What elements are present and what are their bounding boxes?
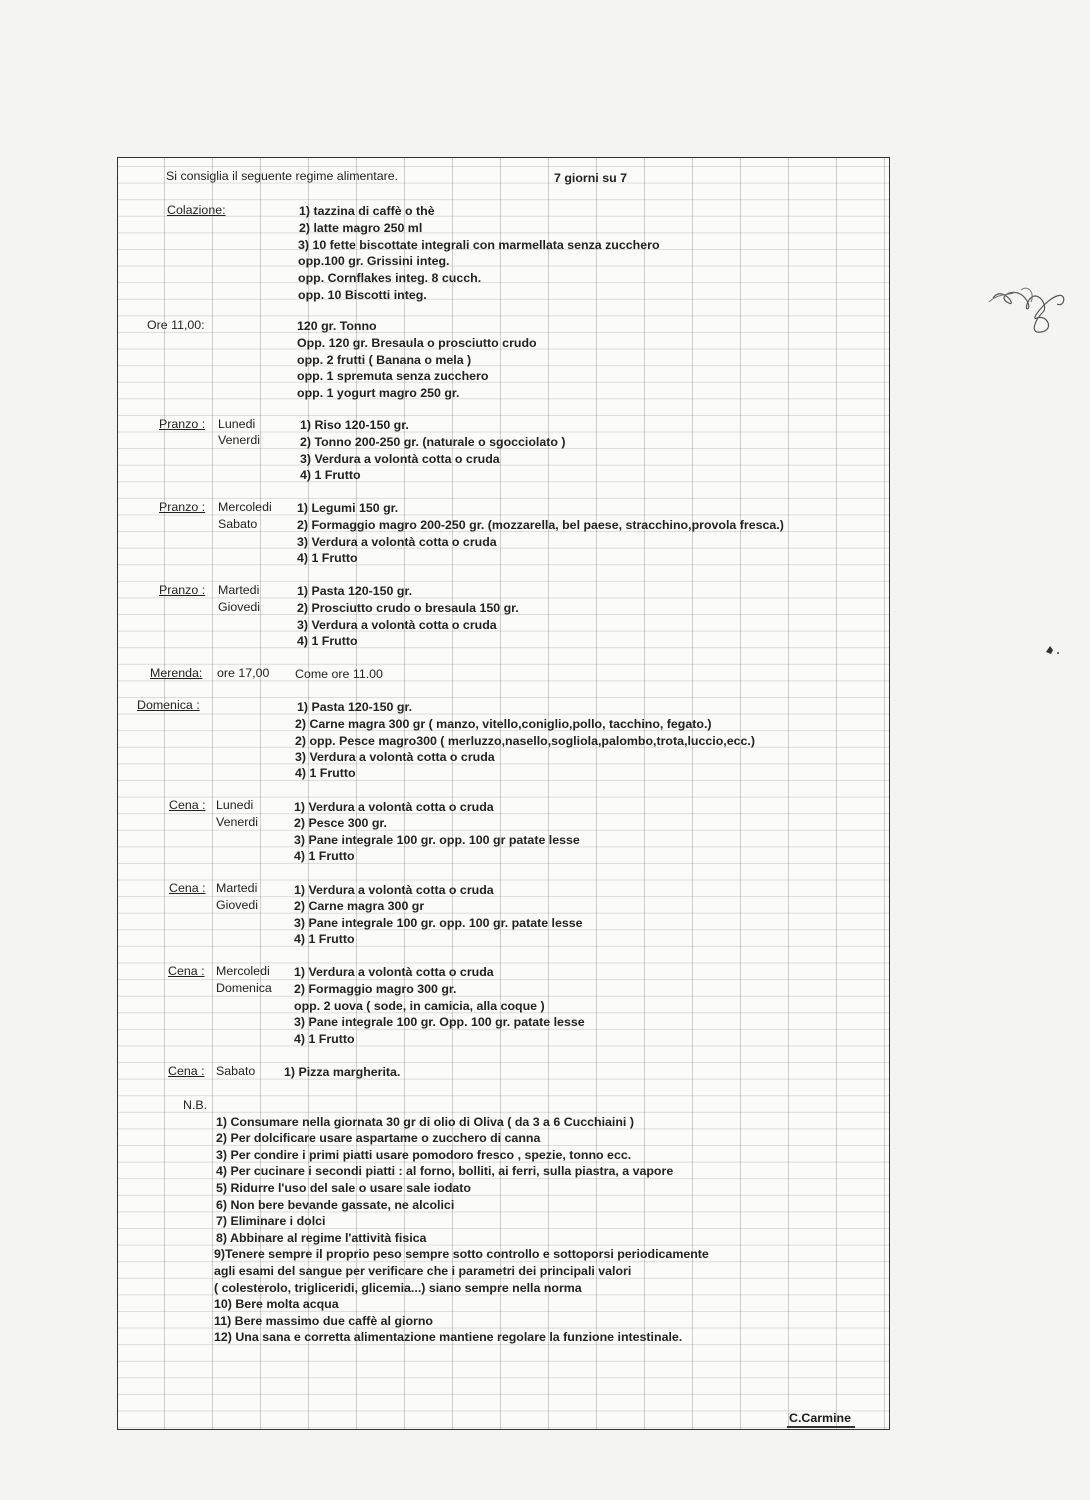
cena-day: Mercoledi	[216, 964, 270, 978]
cena-item: 2) Pesce 300 gr.	[294, 816, 387, 830]
colazione-item: opp. Cornflakes integ. 8 cucch.	[298, 271, 482, 285]
note-item: 4) Per cucinare i secondi piatti : al forno, bolliti, ai ferri, sulla piastra, a vapore	[216, 1164, 674, 1178]
domenica-label: Domenica :	[137, 698, 200, 712]
cena-day: Venerdi	[216, 815, 259, 829]
pranzo-label: Pranzo :	[159, 417, 206, 431]
pranzo-item: 3) Verdura a volontà cotta o cruda	[297, 535, 497, 549]
cena-item: 1) Verdura a volontà cotta o cruda	[294, 883, 494, 897]
spuntino-item: Opp. 120 gr. Bresaula o prosciutto crudo	[297, 336, 537, 350]
spuntino-label: Ore 11,00:	[147, 318, 205, 332]
merenda-label: Merenda:	[150, 666, 203, 680]
spuntino-item: opp. 1 spremuta senza zucchero	[297, 369, 489, 383]
intro-text: Si consiglia il seguente regime alimentare.	[166, 169, 399, 183]
cena-day: Domenica	[216, 981, 272, 995]
spuntino-item: opp. 1 yogurt magro 250 gr.	[297, 386, 460, 400]
cena-day: Lunedi	[216, 798, 254, 812]
scribble-mark	[985, 280, 1075, 340]
colazione-item: opp.100 gr. Grissini integ.	[298, 254, 450, 268]
pranzo-label: Pranzo :	[159, 583, 206, 597]
colazione-item: 3) 10 fette biscottate integrali con marmellata senza zucchero	[298, 238, 660, 252]
note-item: 9)Tenere sempre il proprio peso sempre sotto controllo e sottoporsi periodicamente	[214, 1247, 709, 1261]
colazione-item: 2) latte magro 250 ml	[299, 221, 423, 235]
cena-item: 3) Pane integrale 100 gr. Opp. 100 gr. patate lesse	[294, 1015, 585, 1029]
pranzo-day: Giovedi	[218, 600, 261, 614]
note-item: 2) Per dolcificare usare aspartame o zucchero di canna	[216, 1131, 541, 1145]
note-item: 11) Bere massimo due caffè al giorno	[214, 1314, 433, 1328]
note-item: 5) Ridurre l'uso del sale o usare sale iodato	[216, 1181, 471, 1195]
note-item: agli esami del sangue per verificare che i parametri dei principali valori	[214, 1264, 632, 1278]
frequency-text: 7 giorni su 7	[554, 171, 627, 185]
note-item: 3) Per condire i primi piatti usare pomodoro fresco , spezie, tonno ecc.	[216, 1148, 632, 1162]
note-item: ( colesterolo, trigliceridi, glicemia...) siano sempre nella norma	[214, 1281, 582, 1295]
cena-day: Martedi	[216, 881, 258, 895]
colazione-label: Colazione:	[167, 203, 226, 217]
pranzo-day: Mercoledi	[218, 500, 272, 514]
domenica-item: 2) Carne magra 300 gr ( manzo, vitello,coniglio,pollo, tacchino, fegato.)	[295, 717, 712, 731]
cena-day: Sabato	[216, 1064, 256, 1078]
cena-label: Cena :	[168, 1064, 205, 1078]
pranzo-item: 1) Legumi 150 gr.	[297, 501, 399, 515]
domenica-item: 1) Pasta 120-150 gr.	[297, 700, 413, 714]
pranzo-item: 4) 1 Frutto	[297, 634, 358, 648]
note-item: 7) Eliminare i dolci	[216, 1214, 326, 1228]
pranzo-label: Pranzo :	[159, 500, 206, 514]
cena-item: 3) Pane integrale 100 gr. opp. 100 gr. patate lesse	[294, 916, 583, 930]
note-item: 6) Non bere bevande gassate, ne alcolici	[216, 1198, 455, 1212]
colazione-item: opp. 10 Biscotti integ.	[298, 288, 427, 302]
note-item: 8) Abbinare al regime l'attività fisica	[216, 1231, 427, 1245]
cena-item: 1) Verdura a volontà cotta o cruda	[294, 965, 494, 979]
ink-speck	[1040, 640, 1064, 660]
note-item: 12) Una sana e corretta alimentazione mantiene regolare la funzione intestinale.	[214, 1330, 683, 1344]
note-item: 1) Consumare nella giornata 30 gr di olio di Oliva ( da 3 a 6 Cucchiaini )	[216, 1115, 634, 1129]
cena-label: Cena :	[169, 881, 206, 895]
cena-item: 1) Verdura a volontà cotta o cruda	[294, 800, 494, 814]
cena-item: 3) Pane integrale 100 gr. opp. 100 gr patate lesse	[294, 833, 580, 847]
merenda-text: Come ore 11.00	[295, 667, 383, 681]
cena-item: 4) 1 Frutto	[294, 932, 355, 946]
pranzo-item: 3) Verdura a volontà cotta o cruda	[300, 452, 500, 466]
cena-item: 2) Formaggio magro 300 gr.	[294, 982, 457, 996]
pranzo-item: 1) Pasta 120-150 gr.	[297, 584, 413, 598]
cena-item: 4) 1 Frutto	[294, 849, 355, 863]
pranzo-day: Sabato	[218, 517, 258, 531]
cena-item: opp. 2 uova ( sode, in camicia, alla coque )	[294, 999, 545, 1013]
signature: C.Carmine	[787, 1411, 855, 1428]
notes-label: N.B.	[183, 1098, 208, 1112]
pranzo-item: 1) Riso 120-150 gr.	[300, 418, 409, 432]
pranzo-item: 4) 1 Frutto	[300, 468, 361, 482]
colazione-item: 1) tazzina di caffè o thè	[299, 204, 435, 218]
pranzo-item: 2) Tonno 200-250 gr. (naturale o sgocciolato )	[300, 435, 566, 449]
pranzo-item: 2) Formaggio magro 200-250 gr. (mozzarella, bel paese, stracchino,provola fresca.)	[297, 518, 784, 532]
spuntino-item: opp. 2 frutti ( Banana o mela )	[297, 353, 472, 367]
merenda-time: ore 17,00	[217, 666, 270, 680]
cena-item: 2) Carne magra 300 gr	[294, 899, 425, 913]
pranzo-item: 2) Prosciutto crudo o bresaula 150 gr.	[297, 601, 519, 615]
cena-label: Cena :	[168, 964, 205, 978]
cena-item: 4) 1 Frutto	[294, 1032, 355, 1046]
pranzo-item: 3) Verdura a volontà cotta o cruda	[297, 618, 497, 632]
note-item: 10) Bere molta acqua	[214, 1297, 339, 1311]
cena-day: Giovedi	[216, 898, 259, 912]
cena-item: 1) Pizza margherita.	[284, 1065, 401, 1079]
cena-label: Cena :	[169, 798, 206, 812]
pranzo-day: Martedi	[218, 583, 260, 597]
pranzo-item: 4) 1 Frutto	[297, 551, 358, 565]
domenica-item: 2) opp. Pesce magro300 ( merluzzo,nasello,sogliola,palombo,trota,luccio,ecc.)	[295, 734, 755, 748]
domenica-item: 4) 1 Frutto	[295, 766, 356, 780]
spuntino-item: 120 gr. Tonno	[297, 319, 377, 333]
domenica-item: 3) Verdura a volontà cotta o cruda	[295, 750, 495, 764]
pranzo-day: Lunedi	[218, 417, 256, 431]
pranzo-day: Venerdi	[218, 433, 261, 447]
